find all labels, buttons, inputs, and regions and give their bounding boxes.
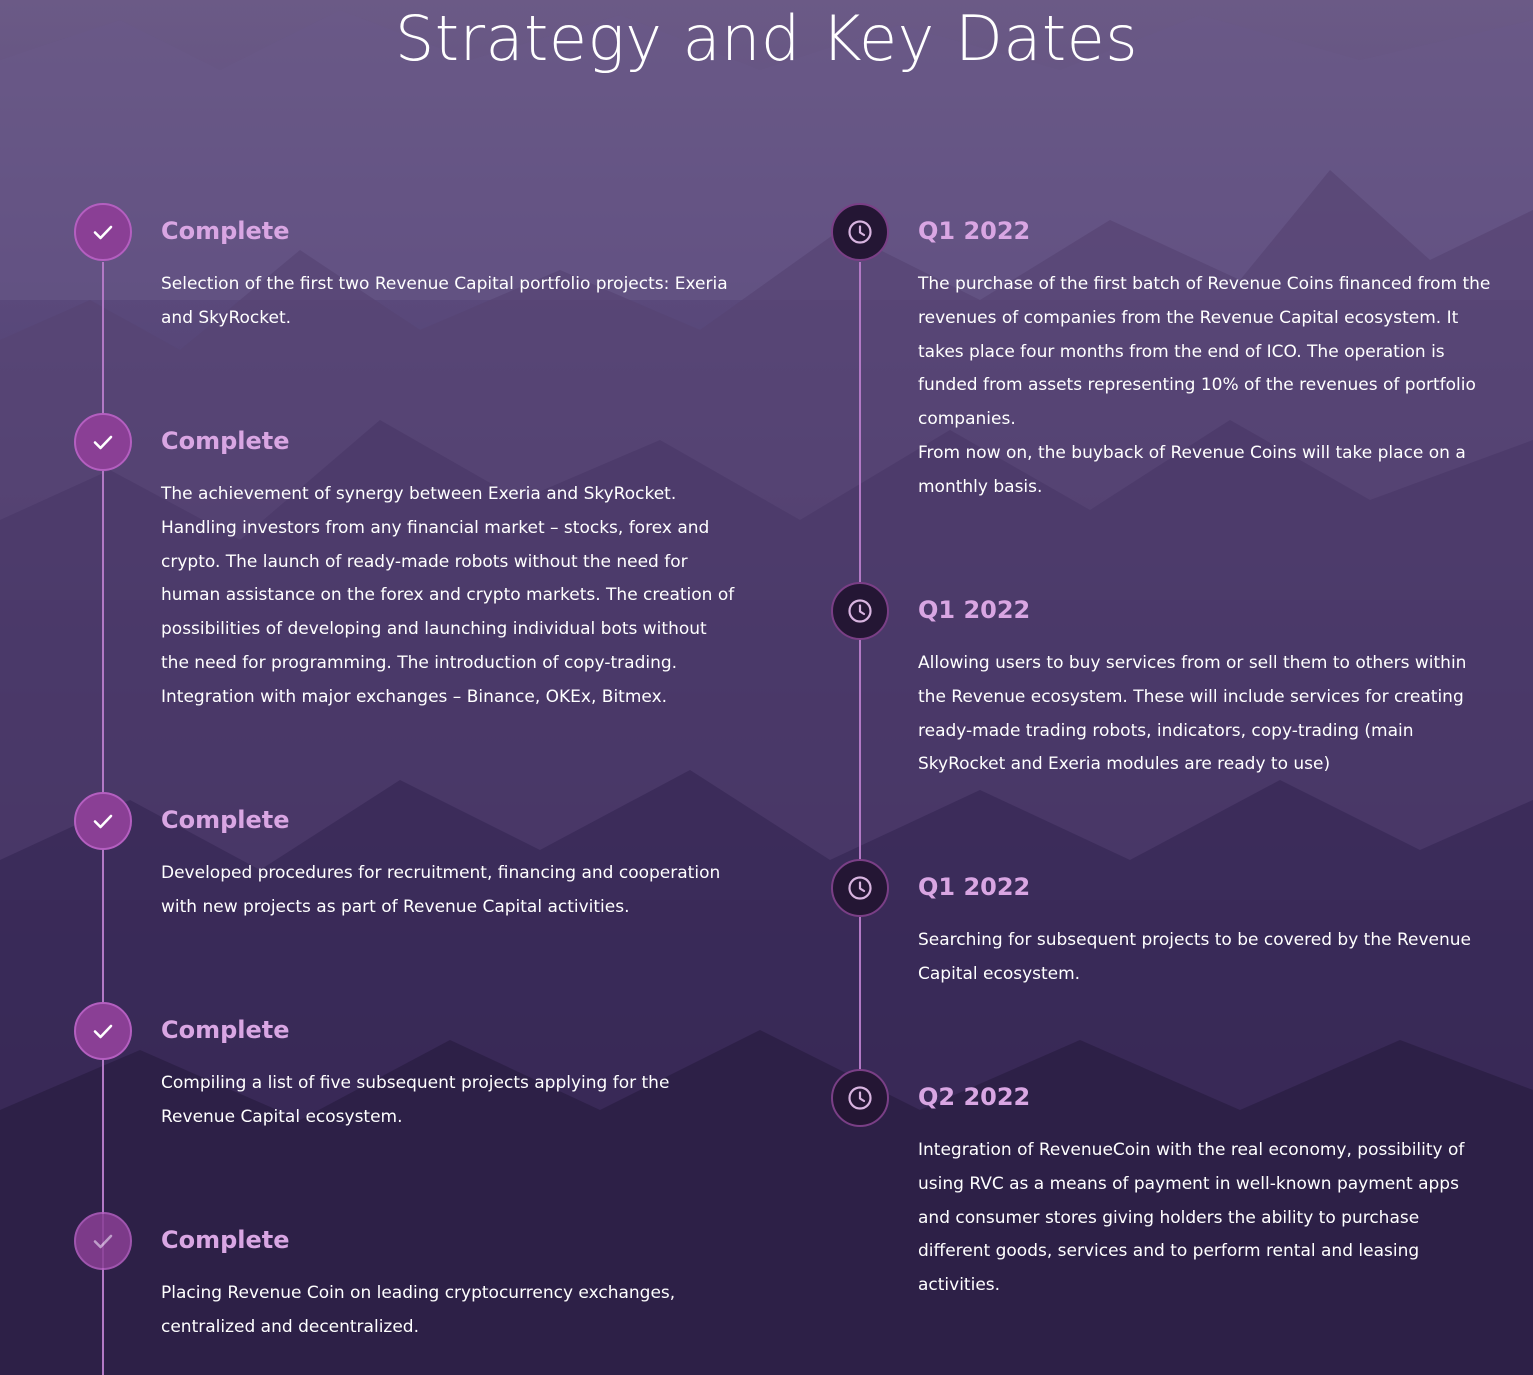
status-badge (74, 1212, 132, 1270)
clock-icon (847, 219, 873, 245)
timeline-heading: Complete (161, 427, 290, 455)
status-badge (831, 203, 889, 261)
timeline-description: Selection of the first two Revenue Capital portfolio projects: Exeria and SkyRocket. (161, 274, 728, 328)
status-badge (831, 582, 889, 640)
timeline-heading: Complete (161, 1226, 290, 1254)
status-badge (74, 413, 132, 471)
timeline-heading: Complete (161, 217, 290, 245)
status-badge (74, 203, 132, 261)
status-badge (831, 859, 889, 917)
timeline-heading: Q2 2022 (918, 1083, 1031, 1111)
timeline-description: Placing Revenue Coin on leading cryptocurrency exchanges, centralized and decentralized. (161, 1283, 676, 1337)
check-icon (91, 809, 115, 833)
clock-icon (847, 598, 873, 624)
timeline-description: Allowing users to buy services from or sell them to others within the Revenue ecosystem. These will include services for creating ready-made trading robots, indicators, copy-trading (main SkyRocket and Exeria modules are ready to use) (918, 653, 1467, 775)
timeline-description: Developed procedures for recruitment, financing and cooperation with new projects as part of Revenue Capital activities. (161, 863, 721, 917)
check-icon (91, 220, 115, 244)
status-badge (74, 1002, 132, 1060)
check-icon (91, 1229, 115, 1253)
clock-icon (847, 875, 873, 901)
clock-icon (847, 1085, 873, 1111)
timeline-heading: Q1 2022 (918, 217, 1031, 245)
timeline-description: Searching for subsequent projects to be covered by the Revenue Capital ecosystem. (918, 930, 1471, 984)
page-title: Strategy and Key Dates (394, 2, 1139, 75)
timeline-heading: Q1 2022 (918, 596, 1031, 624)
check-icon (91, 1019, 115, 1043)
timeline-heading: Complete (161, 806, 290, 834)
check-icon (91, 430, 115, 454)
timeline-description: The purchase of the first batch of Revenue Coins financed from the revenues of companies from the Revenue Capital ecosystem. It takes place four months from the end of ICO. The operation is funded from assets representing 10% of the revenues of portfolio companies. From now on, the buyback of Revenue Coins will take place on a monthly basis. (918, 274, 1491, 497)
status-badge (74, 792, 132, 850)
timeline-description: Compiling a list of five subsequent projects applying for the Revenue Capital ecosystem. (161, 1073, 670, 1127)
timeline-description: The achievement of synergy between Exeria and SkyRocket. Handling investors from any financial market – stocks, forex and crypto. The launch of ready-made robots without the need for human assistance on the forex and crypto markets. The creation of possibilities of developing and launching individual bots without the need for programming. The introduction of copy-trading. Integration with major exchanges – Binance, OKEx, Bitmex. (161, 484, 735, 707)
status-badge (831, 1069, 889, 1127)
timeline-heading: Complete (161, 1016, 290, 1044)
timeline-description: Integration of RevenueCoin with the real economy, possibility of using RVC as a means of payment in well-known payment apps and consumer stores giving holders the ability to purchase different goods, services and to perform rental and leasing activities. (918, 1140, 1465, 1296)
timeline-heading: Q1 2022 (918, 873, 1031, 901)
timeline-line-right (859, 262, 861, 1092)
